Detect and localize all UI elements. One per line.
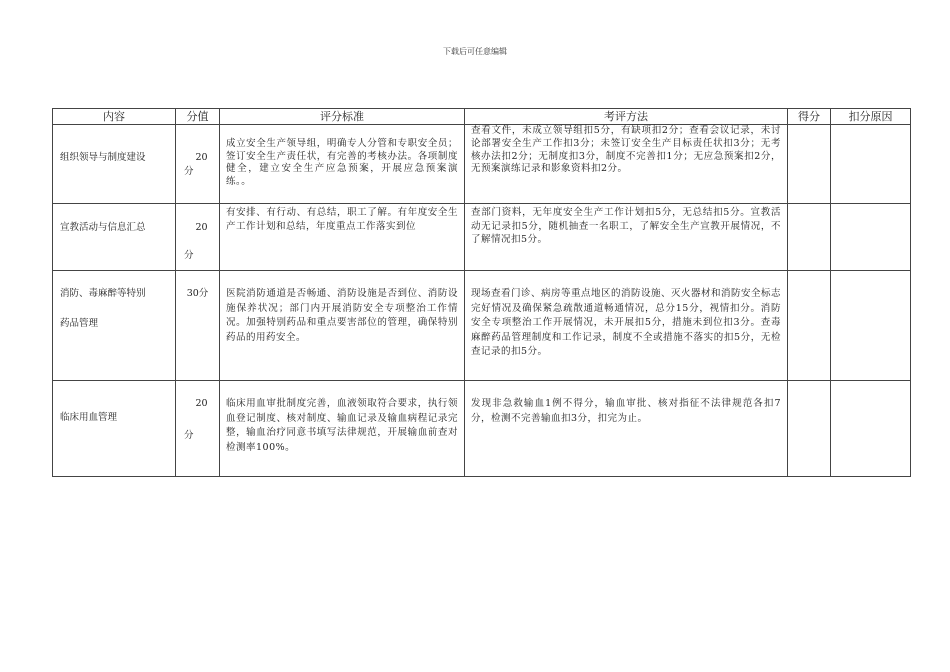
table-row	[53, 125, 911, 204]
row-standard: 有安排、有行动、有总结，职工了解。有年度安全生产工作计划和总结，年度重点工作落实到位	[226, 207, 458, 232]
row-score-unit: 分	[184, 249, 194, 261]
header-reason: 扣分原因	[831, 109, 911, 125]
row-score-cell	[176, 271, 220, 381]
row-standard-cell	[220, 271, 465, 381]
row-score-cell	[176, 204, 220, 271]
row-method-cell	[465, 381, 788, 477]
row-content-line2: 药品管理	[60, 317, 99, 329]
row-method: 现场查看门诊、病房等重点地区的消防设施、灭火器材和消防安全标志完好情况及确保紧急疏散通道畅通情况，总分15分，视情扣分。消防安全专项整治工作开展情况，未开展扣5分，措施未到位扣3分。查毒麻醉药品管理制度和工作记录，制度不全或措施不落实的扣5分，无检查记录的扣5分。	[471, 288, 782, 357]
row-content-cell	[53, 271, 176, 381]
header-row	[53, 109, 911, 125]
header-got: 得分	[788, 109, 831, 125]
row-reason-cell	[831, 125, 911, 204]
table-row	[53, 271, 911, 381]
table-row	[53, 381, 911, 477]
row-standard-cell	[220, 381, 465, 477]
row-method-cell	[465, 204, 788, 271]
row-method-cell	[465, 271, 788, 381]
header-standard: 评分标准	[220, 109, 465, 125]
row-content: 宣教活动与信息汇总	[60, 222, 146, 233]
row-reason-cell	[831, 204, 911, 271]
row-content: 组织领导与制度建设	[60, 152, 146, 163]
table-row	[53, 204, 911, 271]
row-standard-cell	[220, 204, 465, 271]
row-reason-cell	[831, 271, 911, 381]
row-got-cell	[788, 125, 831, 204]
header-note: 下载后可任意编辑	[443, 47, 507, 56]
row-content-cell	[53, 204, 176, 271]
row-score-unit: 分	[184, 165, 194, 177]
row-standard: 成立安全生产领导组，明确专人分管和专职安全员；签订安全生产责任状，有完善的考核办法。各项制度健全，建立安全生产应急预案，开展应急预案演练。。	[226, 138, 458, 187]
row-score-num: 20	[195, 222, 208, 233]
row-score-num: 20	[195, 398, 208, 409]
row-got-cell	[788, 204, 831, 271]
row-score: 30分	[186, 288, 209, 299]
row-got-cell	[788, 271, 831, 381]
row-score-cell	[176, 381, 220, 477]
header-method: 考评方法	[465, 109, 788, 125]
row-standard: 医院消防通道是否畅通、消防设施是否到位、消防设施保养状况；部门内开展消防安全专项整治工作情况。加强特别药品和重点要害部位的管理，确保特别药品的用药安全。	[226, 288, 458, 343]
row-score-unit: 分	[184, 429, 194, 441]
row-score-num: 20	[195, 152, 208, 163]
row-standard: 临床用血审批制度完善，血液领取符合要求，执行领血登记制度、核对制度、输血记录及输血病程记录完整，输血治疗同意书填写法律规范，开展输血前查对检测率100%。	[226, 398, 458, 453]
row-content-cell	[53, 381, 176, 477]
row-content-line1: 消防、毒麻醉等特别	[60, 288, 146, 299]
row-score-cell	[176, 125, 220, 204]
row-method: 查看文件，未成立领导组扣5分，有缺项扣2分；查看会议记录，未讨论部署安全生产工作扣3分；未签订安全生产目标责任状扣3分；无考核办法扣2分；无制度扣3分，制度不完善扣1分；无应急预案扣2分，无预案演练记录和影象资料扣2分。	[471, 125, 781, 175]
header-score: 分值	[176, 109, 220, 125]
row-content-cell	[53, 125, 176, 204]
row-got-cell	[788, 381, 831, 477]
row-standard-cell	[220, 125, 465, 204]
row-method: 查部门资料，无年度安全生产工作计划扣5分，无总结扣5分。宣教活动无记录扣5分，随机抽查一名职工，了解安全生产宣教开展情况，不了解情况扣5分。	[471, 207, 781, 245]
row-content: 临床用血管理	[60, 412, 118, 423]
header-content: 内容	[53, 109, 176, 125]
row-reason-cell	[831, 381, 911, 477]
evaluation-table	[52, 108, 911, 477]
row-method-cell	[465, 125, 788, 204]
row-method: 发现非急救输血1例不得分，输血审批、核对指征不法律规范各扣7分，检测不完善输血扣3分，扣完为止。	[471, 398, 781, 424]
